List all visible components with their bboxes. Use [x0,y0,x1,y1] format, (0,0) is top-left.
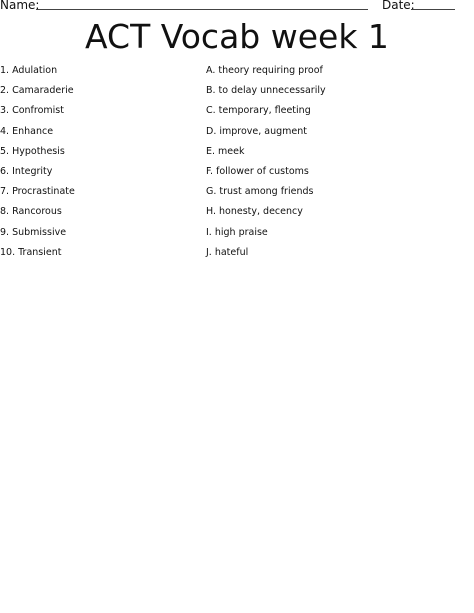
term-item: 2. Camaraderie [0,85,74,97]
term-item: 4. Enhance [0,125,54,137]
definition-item: D. improve, augment [206,125,308,137]
worksheet-header [0,0,474,13]
term-item: 6. Integrity [0,165,53,177]
term-item: 5. Hypothesis [0,145,65,157]
page-title: ACT Vocab week 1 [85,17,389,56]
term-item: 3. Confromist [0,105,64,117]
term-item: 10. Transient [0,246,62,258]
term-item: 9. Submissive [0,226,67,238]
definition-item: A. theory requiring proof [206,65,323,76]
definition-item: E. meek [206,145,245,157]
name-label: Name: [0,0,40,12]
definition-item: G. trust among friends [206,186,314,198]
definition-item: I. high praise [206,226,268,238]
date-label: Date: [382,0,415,12]
name-blank-line [36,9,368,10]
definition-item: J. hateful [206,246,249,258]
definition-item: B. to delay unnecessarily [206,85,326,97]
definition-item: F. follower of customs [206,165,309,177]
definition-item: H. honesty, decency [206,206,303,218]
term-item: 8. Rancorous [0,206,62,218]
date-blank-line [411,9,455,10]
term-item: 1. Adulation [0,65,58,76]
definitions-list [206,64,466,266]
definition-item: C. temporary, fleeting [206,105,311,117]
terms-list [0,64,195,266]
term-item: 7. Procrastinate [0,186,75,198]
